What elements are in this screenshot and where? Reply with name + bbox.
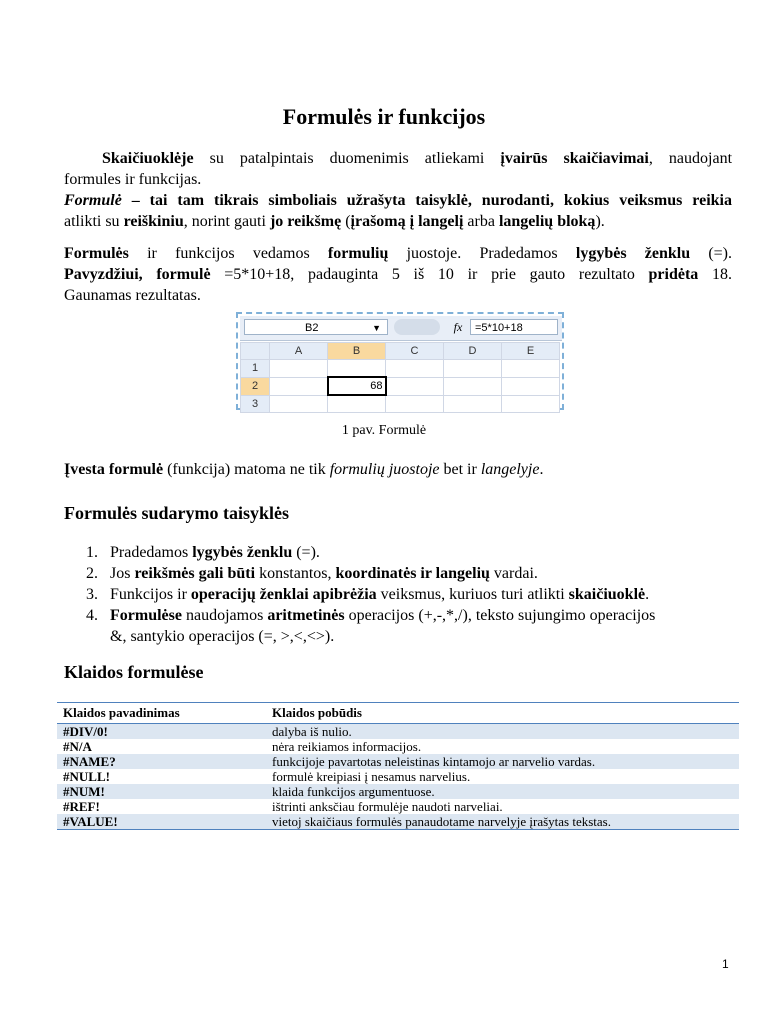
list-item [86, 563, 768, 584]
error-desc: vietoj skaičiaus formulės panaudotame narvelyje įrašytas tekstas. [266, 814, 739, 830]
list-number: 2. [86, 565, 98, 582]
list-text: &, santykio operacijos (=, >,<,<>). [110, 628, 335, 645]
list-text: Funkcijos ir [110, 586, 191, 603]
rules-list [64, 542, 768, 647]
cell[interactable] [444, 360, 502, 378]
table-header-row [57, 703, 739, 724]
intro-term-calculations: įvairūs skaičiavimai [500, 150, 649, 167]
definition-term: jo reikšmę [269, 213, 342, 230]
table-row [57, 739, 739, 754]
cell[interactable] [270, 360, 328, 378]
list-term: koordinatės ir langelių [335, 565, 490, 582]
definition-term: įrašomą į langelį [350, 213, 464, 230]
intro-term-spreadsheet: Skaičiuoklėje [102, 150, 194, 167]
table-row [57, 724, 739, 740]
definition-text: arba [463, 213, 499, 230]
table-row [57, 784, 739, 799]
para-term: Formulės [64, 245, 129, 262]
cell[interactable] [328, 395, 386, 413]
formula-term: Formulė [64, 192, 122, 209]
intro-text-line2: formules ir funkcijas. [64, 171, 202, 188]
error-desc: formulė kreipiasi į nesamus narvelius. [272, 769, 471, 784]
formula-bar [240, 316, 562, 341]
cell-grid [240, 342, 560, 413]
para-term: Pavyzdžiui, formulė [64, 266, 211, 283]
para-text: 18. [698, 266, 733, 283]
table-row [57, 769, 739, 784]
column-header[interactable]: A [270, 343, 328, 360]
select-all-corner[interactable] [241, 343, 270, 360]
formula-definition: – tai tam tikrais simboliais užrašyta taisyklė, nurodanti, kokius veiksmus reikia [121, 192, 732, 209]
list-term: aritmetinės [267, 607, 345, 624]
row-header[interactable]: 1 [241, 360, 270, 378]
list-term: Formulėse [110, 607, 182, 624]
list-item [86, 542, 768, 563]
spreadsheet-figure [236, 312, 564, 410]
list-term: lygybės ženklu [192, 544, 293, 561]
para-italic: langelyje [480, 461, 540, 478]
list-number: 1. [86, 544, 98, 561]
para-text: ir funkcijos vedamos [128, 245, 328, 262]
definition-term: reiškiniu [123, 213, 184, 230]
name-box-value: B2 [305, 322, 319, 334]
error-name: #NAME? [57, 754, 266, 769]
definition-text: ). [595, 213, 605, 230]
cell[interactable] [270, 395, 328, 413]
list-text: veiksmus, kuriuos turi atlikti [376, 586, 569, 603]
page-number: 1 [722, 957, 729, 971]
table-row [57, 814, 739, 830]
figure-caption: 1 pav. Formulė [341, 423, 427, 438]
formula-bar-paragraph [64, 243, 732, 306]
column-header[interactable]: B [328, 343, 386, 360]
cell[interactable] [386, 360, 444, 378]
para-text: . [539, 461, 544, 478]
definition-text: atlikti su [64, 213, 124, 230]
column-header[interactable]: D [444, 343, 502, 360]
para-term: formulių [327, 245, 389, 262]
active-cell-b2[interactable]: 68 [328, 377, 386, 395]
column-header[interactable]: E [502, 343, 560, 360]
cell[interactable] [502, 377, 560, 395]
errors-heading: Klaidos formulėse [64, 662, 204, 682]
cell[interactable] [444, 395, 502, 413]
name-box[interactable] [244, 319, 388, 335]
cell[interactable] [502, 360, 560, 378]
column-header[interactable]: C [386, 343, 444, 360]
list-text: naudojamos [181, 607, 268, 624]
error-desc: dalyba iš nulio. [266, 724, 739, 740]
table-row [57, 799, 739, 814]
intro-text: su patalpintais duomenimis atliekami [193, 150, 501, 167]
dropdown-arrow-icon[interactable]: ▼ [372, 323, 381, 333]
para-text: juostoje. Pradedamos [388, 245, 576, 262]
cell[interactable] [502, 395, 560, 413]
error-name: #NUM! [57, 784, 266, 799]
para-term: Įvesta formulė [64, 461, 164, 478]
cell[interactable] [386, 395, 444, 413]
error-desc: nėra reikiamos informacijos. [272, 739, 422, 754]
list-text: . [645, 586, 650, 603]
list-text: (=). [292, 544, 320, 561]
error-desc: ištrinti anksčiau formulėje naudoti narveliai. [272, 799, 503, 814]
list-item [86, 605, 768, 647]
errors-table [57, 702, 739, 830]
error-name: #N/A [63, 739, 92, 754]
rules-heading: Formulės sudarymo taisyklės [64, 503, 289, 523]
intro-text: , naudojant [648, 150, 733, 167]
column-header: Klaidos pavadinimas [57, 703, 266, 724]
para-italic: formulių juostoje [329, 461, 440, 478]
error-name: #VALUE! [57, 814, 266, 830]
list-term: skaičiuoklė [568, 586, 646, 603]
list-item [86, 584, 768, 605]
formula-input[interactable]: =5*10+18 [470, 319, 558, 335]
para-text: Gaunamas rezultatas. [64, 287, 201, 304]
definition-text: ( [341, 213, 351, 230]
page-title: Formulės ir funkcijos [282, 104, 486, 129]
list-text: vardai. [489, 565, 538, 582]
para-text: (=). [690, 245, 732, 262]
error-name: #NULL! [63, 769, 110, 784]
list-number: 3. [86, 586, 98, 603]
para-text: =5*10+18, padauginta 5 iš 10 ir prie gauto rezultato [210, 266, 649, 283]
list-text: operacijos (+,-,*,/), teksto sujungimo operacijos [344, 607, 656, 624]
list-number: 4. [86, 607, 98, 624]
formula-bar-divider [394, 319, 440, 335]
cell[interactable] [444, 377, 502, 395]
list-text: konstantos, [255, 565, 336, 582]
para-term: lygybės ženklu [575, 245, 691, 262]
fx-icon[interactable]: fx [453, 320, 463, 334]
cell[interactable] [270, 377, 328, 395]
list-text: Pradedamos [110, 544, 193, 561]
para-term: pridėta [648, 266, 699, 283]
row-header[interactable]: 2 [241, 377, 270, 395]
definition-term: langelių bloką [498, 213, 596, 230]
list-text: Jos [110, 565, 135, 582]
intro-paragraph [64, 148, 732, 232]
error-desc: klaida funkcijos argumentuose. [266, 784, 739, 799]
para-text: bet ir [439, 461, 481, 478]
list-term: operacijų ženklai apibrėžia [190, 586, 377, 603]
entered-formula-paragraph [64, 459, 732, 480]
table-row [57, 754, 739, 769]
error-desc: funkcijoje pavartotas neleistinas kintamojo ar narvelio vardas. [266, 754, 739, 769]
error-name: #DIV/0! [57, 724, 266, 740]
cell[interactable] [328, 360, 386, 378]
list-term: reikšmės gali būti [134, 565, 256, 582]
para-text: (funkcija) matoma ne tik [163, 461, 330, 478]
row-header[interactable]: 3 [241, 395, 270, 413]
error-name: #REF! [63, 799, 100, 814]
definition-text: , norint gauti [183, 213, 270, 230]
cell[interactable] [386, 377, 444, 395]
column-header: Klaidos pobūdis [266, 703, 739, 724]
